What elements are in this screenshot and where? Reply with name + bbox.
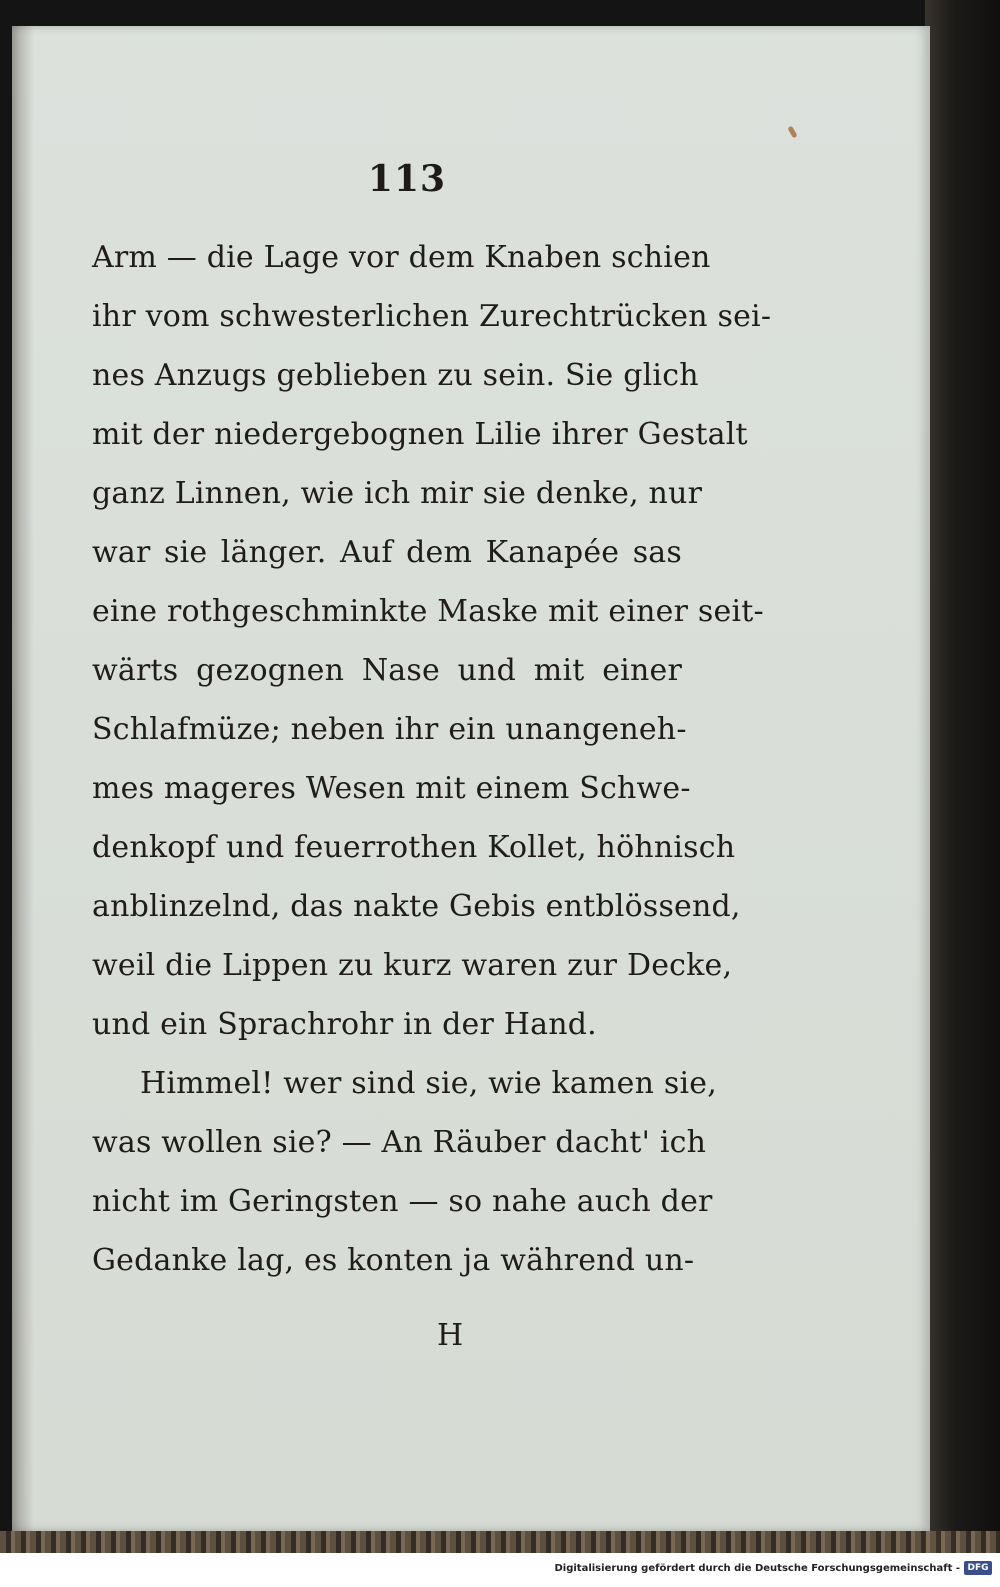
text-line: Schlafmüze; neben ihr ein unangeneh- [92, 712, 687, 747]
text-line: ganz Linnen, wie ich mir sie denke, nur [92, 476, 703, 511]
page-number: 113 [367, 158, 447, 200]
book-bottom-edge [0, 1531, 1000, 1553]
book-page [12, 26, 930, 1531]
text-line: wärts gezognen Nase und mit einer [92, 653, 682, 688]
book-edge [925, 0, 1000, 1587]
paper-stain [787, 126, 797, 139]
text-line: weil die Lippen zu kurz waren zur Decke, [92, 948, 733, 983]
text-line: eine rothgeschminkte Maske mit einer seit- [92, 594, 764, 629]
text-line: denkopf und feuerrothen Kollet, höhnisch [92, 830, 736, 865]
spine-shadow [12, 26, 34, 1531]
text-line: Gedanke lag, es konten ja während un- [92, 1243, 695, 1278]
catchword: H [437, 1318, 464, 1353]
text-line: mit der niedergebognen Lilie ihrer Gestalt [92, 417, 748, 452]
text-line: war sie länger. Auf dem Kanapée sas [92, 535, 682, 570]
text-line: was wollen sie? — An Räuber dacht' ich [92, 1125, 707, 1160]
text-line: nes Anzugs geblieben zu sein. Sie glich [92, 358, 699, 393]
footer-credit: Digitalisierung gefördert durch die Deutsche Forschungsgemeinschaft - [554, 1563, 960, 1574]
text-line: nicht im Geringsten — so nahe auch der [92, 1184, 713, 1219]
text-line: mes mageres Wesen mit einem Schwe- [92, 771, 691, 806]
digitization-footer [0, 1553, 1000, 1587]
text-line: Himmel! wer sind sie, wie kamen sie, [140, 1066, 717, 1101]
text-line: und ein Sprachrohr in der Hand. [92, 1007, 597, 1042]
dfg-logo: DFG [964, 1561, 992, 1575]
text-line: ihr vom schwesterlichen Zurechtrücken sei- [92, 299, 772, 334]
text-line: Arm — die Lage vor dem Knaben schien [92, 240, 711, 275]
text-line: anblinzelnd, das nakte Gebis entblössend, [92, 889, 741, 924]
